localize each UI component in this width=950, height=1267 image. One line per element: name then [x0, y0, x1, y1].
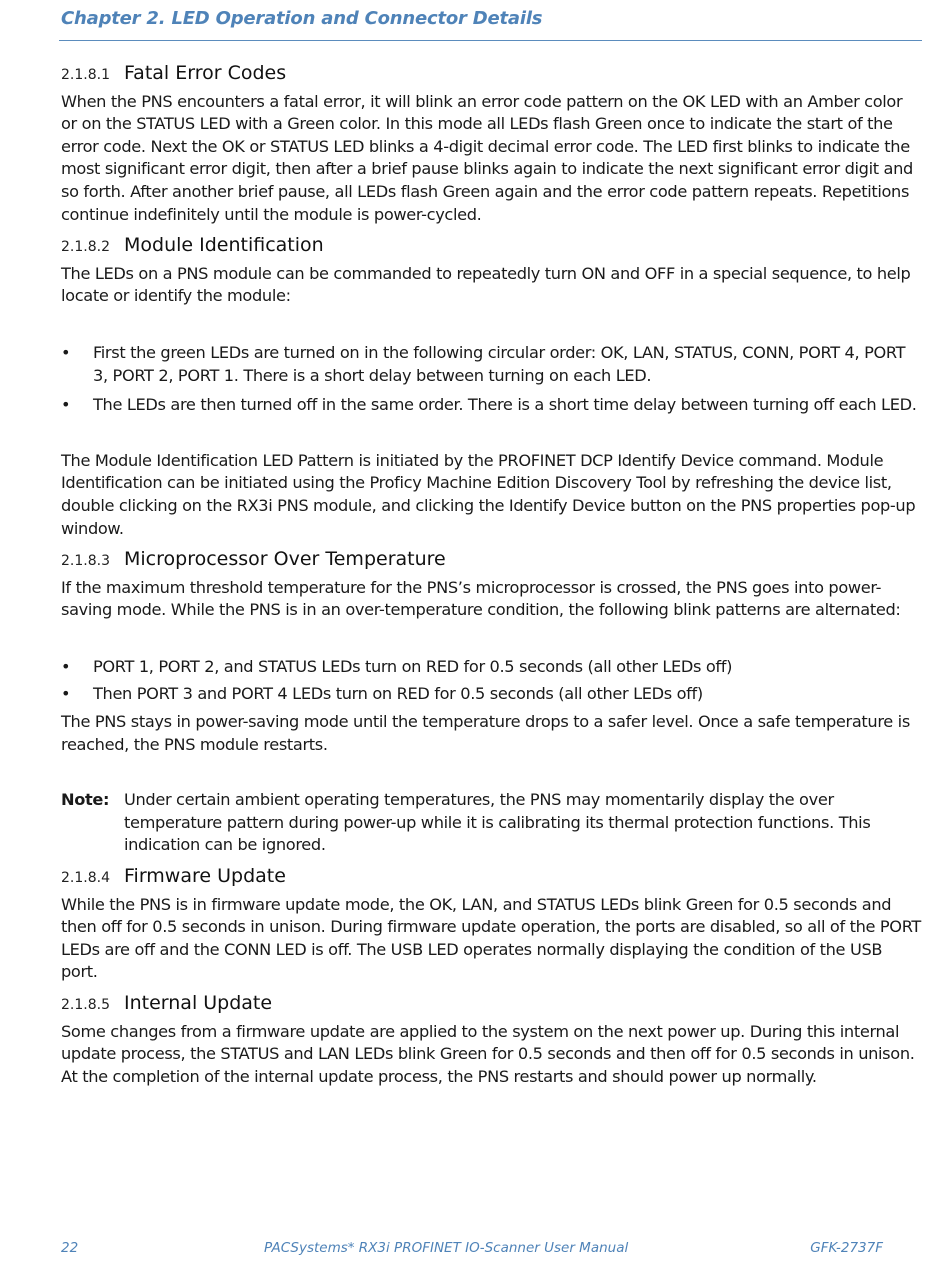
section-title: Internal Update — [124, 992, 273, 1014]
section-heading-internal-update — [61, 992, 921, 1017]
section-number: 2.1.8.5 — [61, 997, 110, 1013]
paragraph: Some changes from a firmware update are applied to the system on the next power up. During this internal update process, the STATUS and LAN LEDs blink Green for 0.5 seconds and then off for 0.5 seconds in unison. At the completion of the internal update process, the PNS restarts and should power up normally. — [61, 1021, 915, 1086]
list-item: • Then PORT 3 and PORT 4 LEDs turn on RED for 0.5 seconds (all other LEDs off) — [61, 683, 921, 706]
list-item: • First the green LEDs are turned on in the following circular order: OK, LAN, STATUS, CONN, PORT 4, PORT 3, PORT 2, PORT 1. There is a short delay between turning on each LED. — [61, 342, 921, 387]
header-divider — [59, 40, 922, 41]
paragraph: While the PNS is in firmware update mode, the OK, LAN, and STATUS LEDs blink Green for 0.5 seconds and then off for 0.5 seconds in unison. During firmware update operation, the ports are disabled, so all of the PORT LEDs are off and the CONN LED is off. The USB LED operates normally displaying the condition of the USB port. — [61, 894, 921, 982]
section-number: 2.1.8.3 — [61, 553, 110, 570]
section-number: 2.1.8.1 — [61, 67, 110, 83]
footer-document-code: GFK-2737F — [810, 1240, 883, 1256]
footer-document-title: PACSystems* RX3i PROFINET IO-Scanner User Manual — [264, 1240, 629, 1256]
section-heading-module-identification — [61, 234, 921, 259]
paragraph: The LEDs on a PNS module can be commanded to repeatedly turn ON and OFF in a special sequence, to help locate or identify the module: — [61, 263, 911, 306]
section-heading-microprocessor-over-temperature — [61, 548, 921, 573]
note-text: Under certain ambient operating temperatures, the PNS may momentarily display the over temperature pattern during power-up while it is calibrating its thermal protection functions. This indication can be ignored. — [124, 790, 871, 855]
section-title: Microprocessor Over Temperature — [124, 548, 446, 571]
paragraph: The Module Identification LED Pattern is initiated by the PROFINET DCP Identify Device command. Module Identification can be initiated using the Proficy Machine Edition Discovery Tool by refreshing the device list, double clicking on the RX3i PNS module, and clicking the Identify Device button on the PNS properties pop-up window. — [61, 450, 916, 538]
paragraph: If the maximum threshold temperature for the PNS’s microprocessor is crossed, the PNS goes into power-saving mode. While the PNS is in an over-temperature condition, the following blink patterns are alternated: — [61, 577, 901, 620]
list-item: • The LEDs are then turned off in the same order. There is a short time delay between turning off each LED. — [61, 394, 921, 417]
section-title: Fatal Error Codes — [124, 62, 287, 84]
list-item: • PORT 1, PORT 2, and STATUS LEDs turn on RED for 0.5 seconds (all other LEDs off) — [61, 656, 921, 679]
page-number: 22 — [61, 1240, 79, 1256]
section-number: 2.1.8.4 — [61, 870, 110, 887]
chapter-header: Chapter 2. LED Operation and Connector Details — [61, 8, 543, 29]
paragraph: The PNS stays in power-saving mode until the temperature drops to a safer level. Once a safe temperature is reached, the PNS module restarts. — [61, 712, 910, 754]
note-block — [61, 789, 921, 857]
note-label: Note: — [61, 790, 110, 810]
bullet-list — [61, 656, 921, 706]
page-content — [61, 62, 921, 1088]
section-heading-fatal-error-codes — [61, 62, 921, 87]
bullet-list — [61, 342, 921, 417]
section-title: Module Identification — [124, 234, 324, 257]
section-heading-firmware-update — [61, 865, 921, 890]
section-number: 2.1.8.2 — [61, 239, 110, 256]
section-title: Firmware Update — [124, 865, 286, 888]
paragraph: When the PNS encounters a fatal error, it will blink an error code pattern on the OK LED with an Amber color or on the STATUS LED with a Green color. In this mode all LEDs flash Green once to indicate the start of the error code. Next the OK or STATUS LED blinks a 4-digit decimal error code. The LED first blinks to indicate the most significant error digit, then after a brief pause blinks again to indicate the next significant error digit and so forth. After another brief pause, all LEDs flash Green again and the error code pattern repeats. Repetitions continue indefinitely until the module is power-cycled. — [61, 91, 913, 224]
